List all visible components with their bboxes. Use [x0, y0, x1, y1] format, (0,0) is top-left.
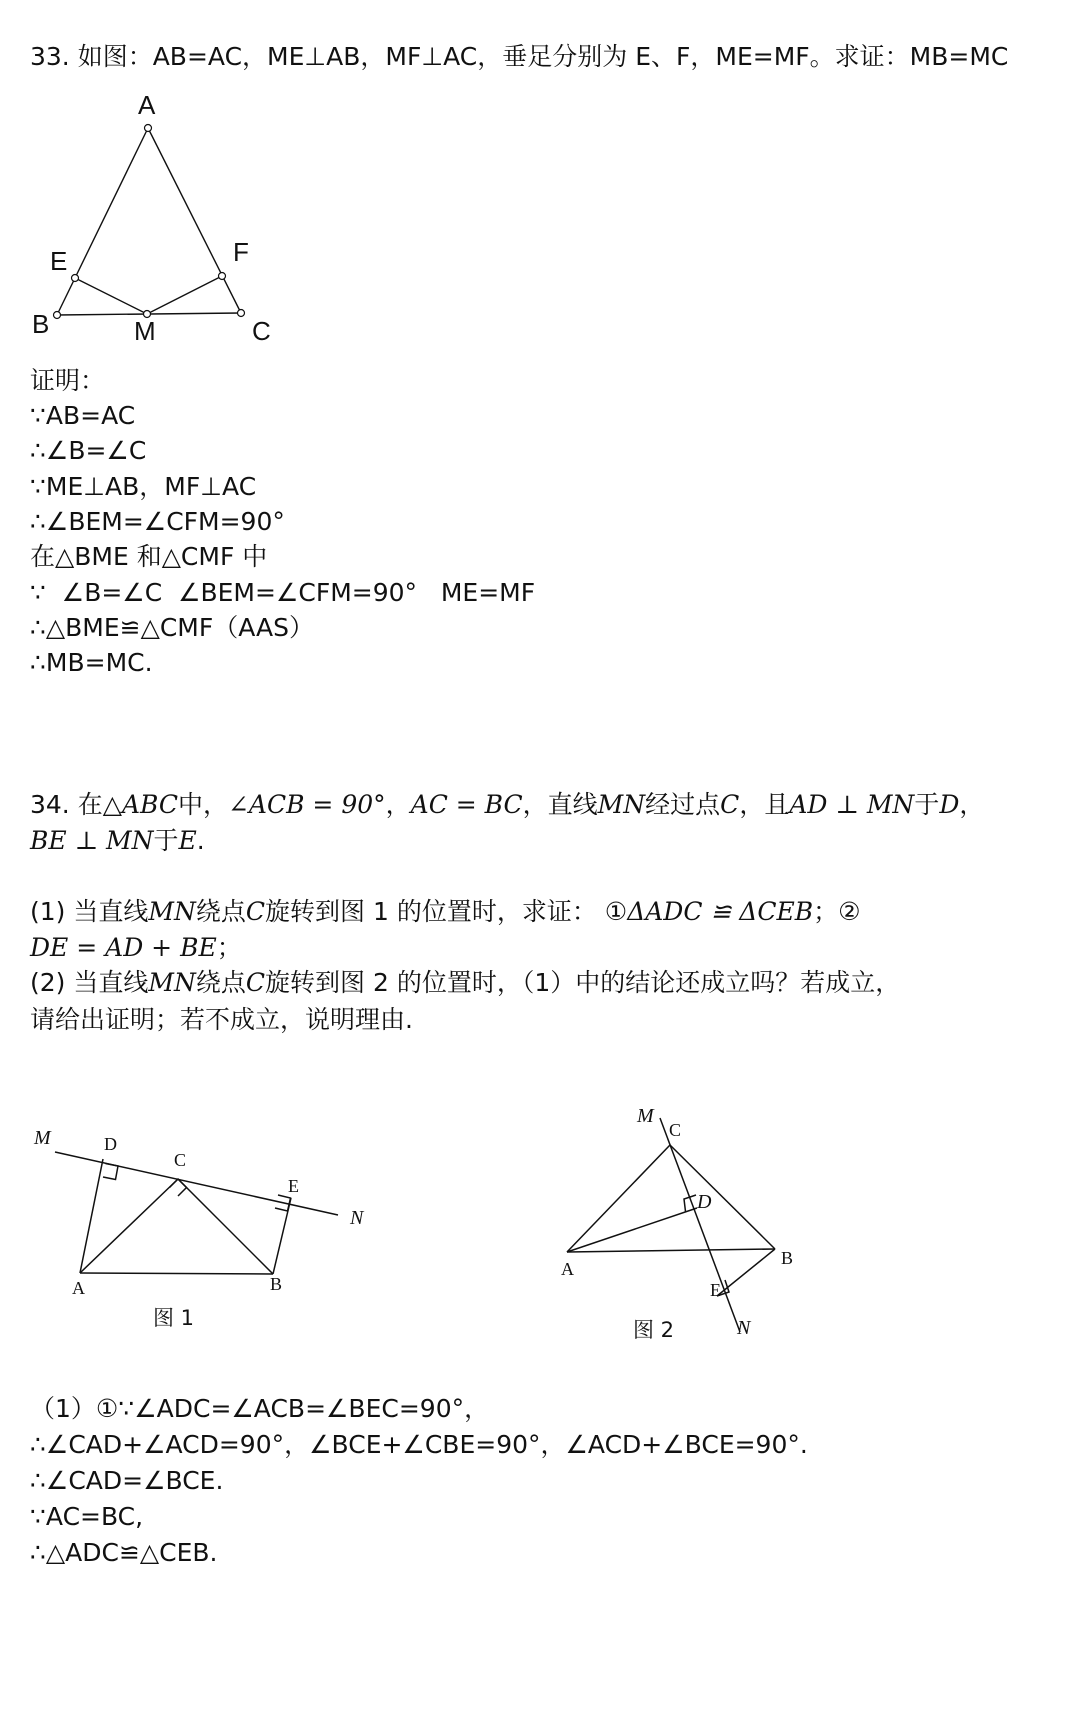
- q33-proof-line-5: 在△BME 和△CMF 中: [30, 542, 268, 571]
- q33-proof-line-2: ∴∠B=∠C: [30, 436, 147, 465]
- fig1-label-c: C: [174, 1150, 187, 1170]
- q33-proof-line-4: ∴∠BEM=∠CFM=90°: [30, 507, 285, 536]
- q34-solution-line-3: ∵AC=BC,: [30, 1502, 144, 1531]
- q34-math: D: [939, 790, 960, 819]
- q33-question: 33. 如图：AB=AC，ME⊥AB，MF⊥AC，垂足分别为 E、F，ME=MF。求证：MB=MC: [30, 42, 1009, 71]
- q33-label-f: F: [233, 237, 249, 267]
- q34-math: DE = AD + BE: [30, 933, 217, 962]
- fig1-label-n: N: [350, 1207, 364, 1229]
- q34-text: ，: [385, 790, 411, 819]
- q34-part2-line-1: [30, 966, 900, 1000]
- q33-proof-line-1: ∵AB=AC: [30, 401, 136, 430]
- q34-text: 中，: [177, 790, 228, 819]
- q34-math: C: [245, 897, 266, 926]
- q34-math: AC = BC: [410, 790, 523, 819]
- q34-math: AD ⊥ MN: [789, 790, 915, 819]
- fig2-label-n: N: [737, 1317, 751, 1339]
- q34-text: 绕点: [195, 897, 246, 926]
- fig1-label-e: E: [288, 1176, 299, 1196]
- q34-math: C: [720, 790, 740, 819]
- q34-math: E: [178, 826, 197, 855]
- q34-text: ，且: [739, 790, 790, 819]
- q33-proof-line-0: 证明：: [30, 366, 106, 395]
- fig2-label-b: B: [781, 1248, 794, 1268]
- fig1-label-b: B: [270, 1274, 283, 1294]
- fig2-label-c: C: [669, 1120, 682, 1140]
- q34-text: 于: [914, 790, 940, 819]
- q33-proof-line-7: ∴△BME≌△CMF（AAS）: [30, 613, 314, 642]
- q33-label-m: M: [134, 316, 156, 346]
- q34-text: ；②: [813, 897, 861, 926]
- q34-part1-line-2: [30, 931, 242, 965]
- q34-text: 旋转到图 2 的位置时，（1）中的结论还成立吗？若成立，: [265, 968, 901, 997]
- q33-label-b: B: [32, 309, 50, 339]
- fig2-label-d: D: [697, 1191, 712, 1213]
- q34-text: (1) 当直线: [30, 897, 149, 926]
- fig2-label-a: A: [561, 1259, 574, 1279]
- q34-math: MN: [148, 968, 196, 997]
- q33-figure: [20, 88, 300, 348]
- q34-math: ΔADC ≌ ΔCEB: [627, 897, 814, 926]
- q34-text: 于: [153, 826, 179, 855]
- q34-text: 经过点: [645, 790, 721, 819]
- q33-proof-line-8: ∴MB=MC.: [30, 648, 153, 677]
- q34-part2-line-2: 请给出证明；若不成立，说明理由.: [30, 1005, 413, 1034]
- fig2-label-e: E: [710, 1280, 721, 1300]
- q34-abc: ABC: [121, 790, 178, 819]
- q34-figure-1: [20, 1110, 400, 1350]
- q34-math: MN: [148, 897, 196, 926]
- q34-text: 旋转到图 1 的位置时，求证： ①: [265, 897, 628, 926]
- q34-statement-line-2: [30, 824, 205, 858]
- q33-label-e: E: [50, 246, 68, 276]
- q34-text: (2) 当直线: [30, 968, 149, 997]
- q34-math: BE ⊥ MN: [30, 826, 154, 855]
- q34-text: 绕点: [195, 968, 246, 997]
- fig2-caption: 图 2: [633, 1318, 675, 1342]
- fig1-label-d: D: [104, 1134, 117, 1154]
- q34-part1-line-1: [30, 895, 861, 929]
- q33-proof-line-6: ∵ ∠B=∠C ∠BEM=∠CFM=90° ME=MF: [30, 578, 536, 607]
- q34-text: 34. 在△: [30, 790, 122, 819]
- q34-text: .: [196, 826, 205, 855]
- q34-text: ，直线: [522, 790, 598, 819]
- q34-statement-line-1: [30, 788, 984, 822]
- q33-label-c: C: [252, 316, 271, 346]
- q34-text: ，: [959, 790, 985, 819]
- q34-text: ；: [216, 933, 242, 962]
- fig2-label-m: M: [637, 1105, 654, 1127]
- fig1-label-m: M: [34, 1127, 51, 1149]
- q34-math: MN: [597, 790, 646, 819]
- q34-math: ∠ACB = 90°: [227, 790, 386, 819]
- q34-math: C: [245, 968, 266, 997]
- q34-figure-2: [545, 1088, 845, 1358]
- q33-label-a: A: [138, 90, 156, 120]
- q34-solution-line-4: ∴△ADC≌△CEB.: [30, 1538, 218, 1567]
- fig1-label-a: A: [72, 1278, 85, 1298]
- fig1-caption: 图 1: [153, 1306, 195, 1330]
- q34-solution-line-1: ∴∠CAD+∠ACD=90°，∠BCE+∠CBE=90°，∠ACD+∠BCE=90°.: [30, 1430, 808, 1459]
- q34-solution-line-2: ∴∠CAD=∠BCE.: [30, 1466, 224, 1495]
- q33-proof-line-3: ∵ME⊥AB，MF⊥AC: [30, 472, 257, 501]
- q34-solution-line-0: （1）①∵∠ADC=∠ACB=∠BEC=90°，: [30, 1394, 490, 1423]
